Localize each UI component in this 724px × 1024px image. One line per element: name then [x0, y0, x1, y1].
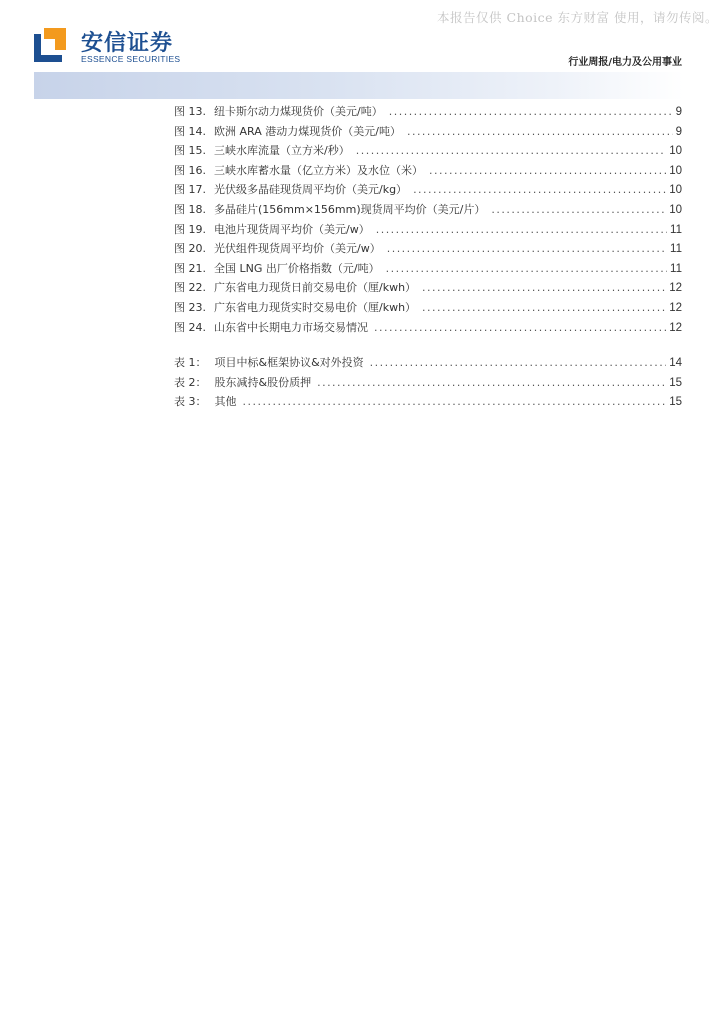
entry-page-number: 10 [669, 203, 682, 216]
entry-page-number: 15 [669, 396, 682, 409]
entry-number: 图 16. [174, 163, 206, 177]
entry-title: 项目中标&框架协议&对外投资 [214, 356, 364, 370]
entry-title: 三峡水库蓄水量（亿立方米）及水位（米） [214, 163, 423, 177]
figure-entry[interactable] [174, 279, 682, 299]
figure-entry[interactable] [174, 123, 682, 143]
entry-label [174, 299, 416, 315]
entry-page-number: 10 [669, 164, 682, 177]
entry-number: 图 24. [174, 320, 206, 334]
entry-number: 图 19. [174, 222, 206, 236]
entry-label [174, 162, 423, 178]
dot-leader [376, 223, 667, 236]
entry-title: 光伏级多晶硅现货周平均价（美元/kg） [214, 183, 408, 197]
watermark-text: 本报告仅供 Choice 东方财富 使用，请勿传阅。 [437, 10, 718, 25]
entry-label [174, 181, 407, 197]
entry-label [174, 260, 380, 276]
entry-label [174, 319, 368, 335]
logo-chinese-name: 安信证券 [81, 31, 174, 56]
entry-page-number: 10 [669, 145, 682, 158]
figure-entry[interactable] [174, 299, 682, 319]
figure-entry[interactable] [174, 201, 682, 221]
entry-title: 电池片现货周平均价（美元/w） [214, 222, 370, 236]
figure-entry[interactable] [174, 240, 682, 260]
entry-label [174, 240, 381, 256]
entry-number: 表 3： [174, 395, 207, 409]
dot-leader [370, 356, 667, 369]
entry-label [174, 221, 370, 237]
figure-entry[interactable] [174, 260, 682, 280]
entry-title: 三峡水库流量（立方米/秒） [214, 144, 350, 158]
header-band [34, 72, 684, 99]
entry-page-number: 12 [669, 321, 682, 334]
entry-title: 股东减持&股份质押 [214, 375, 312, 389]
entry-page-number: 10 [669, 184, 682, 197]
dot-leader [429, 164, 666, 177]
figure-entry[interactable] [174, 142, 682, 162]
dot-leader [374, 321, 666, 334]
dot-leader [386, 262, 667, 275]
entry-label [174, 374, 311, 390]
entry-number: 图 18. [174, 202, 206, 216]
entry-title: 多晶硅片(156mm×156mm)现货周平均价（美元/片） [214, 202, 486, 216]
dot-leader [243, 395, 667, 408]
entry-number: 图 17. [174, 183, 206, 197]
figure-entry[interactable] [174, 103, 682, 123]
table-entry[interactable] [174, 374, 682, 394]
entry-label [174, 201, 485, 217]
table-entry[interactable] [174, 393, 682, 413]
dot-leader [422, 281, 666, 294]
entry-page-number: 11 [670, 243, 682, 256]
entry-page-number: 9 [675, 106, 682, 118]
entry-page-number: 11 [670, 262, 682, 275]
figure-entry[interactable] [174, 319, 682, 339]
figure-entry[interactable] [174, 162, 682, 182]
dot-leader [422, 301, 666, 314]
table-entry[interactable] [174, 354, 682, 374]
table-list [174, 354, 682, 413]
entry-title: 欧洲 ARA 港动力煤现货价（美元/吨） [214, 124, 401, 138]
entry-number: 图 14. [174, 124, 206, 138]
entry-title: 光伏组件现货周平均价（美元/w） [214, 242, 381, 256]
entry-number: 图 21. [174, 261, 206, 275]
entry-title: 广东省电力现货实时交易电价（厘/kwh） [214, 300, 417, 314]
entry-number: 表 2： [174, 375, 207, 389]
logo-english-name: ESSENCE SECURITIES [81, 54, 181, 64]
entry-page-number: 11 [670, 223, 682, 236]
company-logo [34, 26, 184, 66]
entry-label [174, 354, 364, 370]
entry-label [174, 142, 350, 158]
dot-leader [407, 125, 673, 138]
entry-label [174, 123, 401, 139]
figure-entry[interactable] [174, 221, 682, 241]
figure-list [174, 103, 682, 338]
report-category: 行业周报/电力及公用事业 [568, 57, 682, 68]
entry-number: 图 23. [174, 300, 206, 314]
entry-title: 全国 LNG 出厂价格指数（元/吨） [214, 261, 380, 275]
entry-label [174, 103, 383, 119]
logo-mark-icon [34, 28, 68, 62]
entry-number: 图 20. [174, 242, 206, 256]
entry-page-number: 9 [675, 125, 682, 138]
table-of-contents [174, 103, 682, 413]
entry-number: 图 13. [174, 105, 206, 118]
entry-number: 表 1： [174, 356, 207, 370]
figure-entry[interactable] [174, 181, 682, 201]
list-divider-gap [174, 338, 682, 354]
entry-page-number: 14 [669, 357, 682, 370]
entry-title: 其他 [214, 395, 237, 409]
entry-page-number: 15 [669, 376, 682, 389]
entry-page-number: 12 [669, 282, 682, 295]
dot-leader [389, 105, 673, 118]
dot-leader [356, 144, 666, 157]
dot-leader [317, 376, 666, 389]
entry-number: 图 15. [174, 144, 206, 158]
entry-number: 图 22. [174, 281, 206, 295]
dot-leader [413, 183, 666, 196]
entry-title: 山东省中长期电力市场交易情况 [214, 320, 368, 334]
entry-title: 纽卡斯尔动力煤现货价（美元/吨） [214, 105, 383, 118]
entry-label [174, 393, 237, 409]
dot-leader [491, 203, 666, 216]
dot-leader [387, 242, 667, 255]
entry-page-number: 12 [669, 301, 682, 314]
entry-label [174, 279, 416, 295]
entry-title: 广东省电力现货日前交易电价（厘/kwh） [214, 281, 417, 295]
